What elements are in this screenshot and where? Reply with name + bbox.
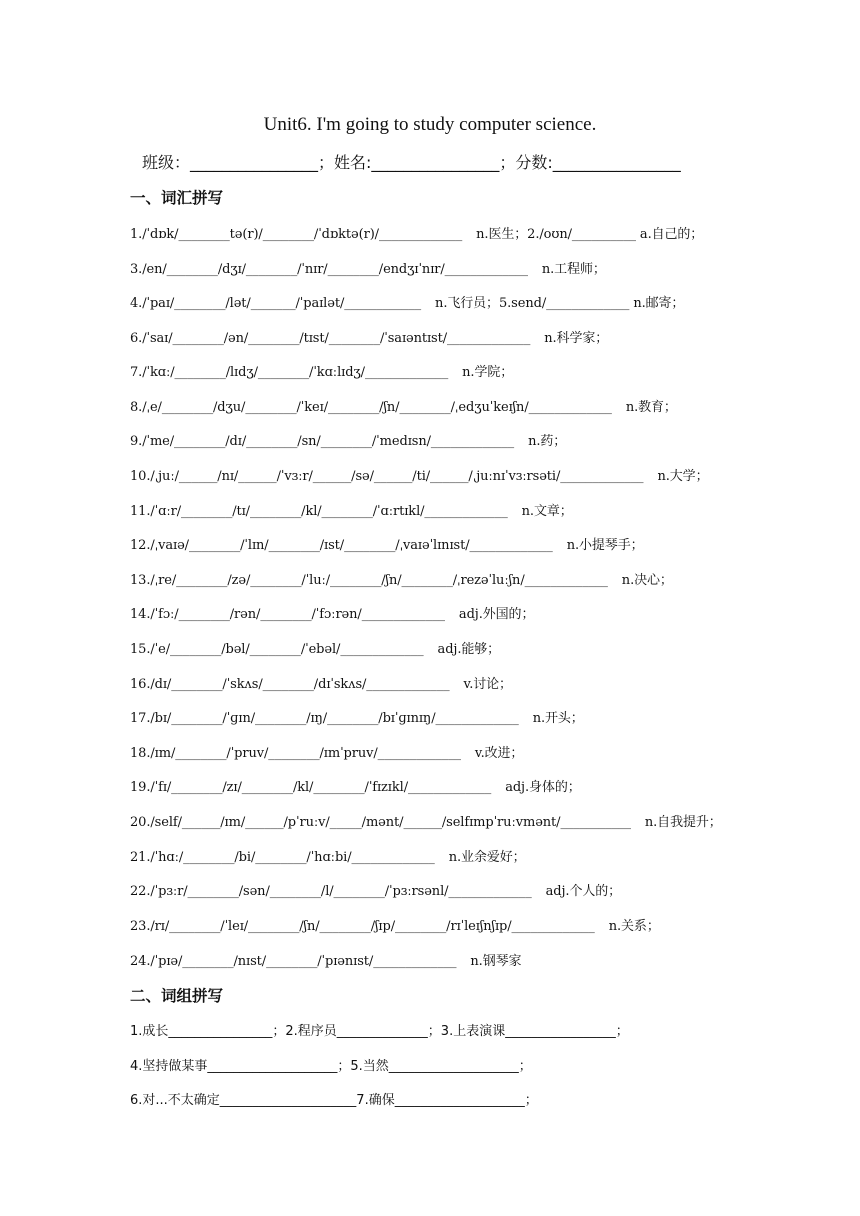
vocab-meaning: n.小提琴手；	[566, 538, 644, 553]
vocab-item	[130, 465, 708, 484]
vocab-item	[130, 846, 526, 865]
vocab-meaning: n.工程师；	[541, 262, 606, 277]
vocab-phonetics: 13./ˌre/________/zə/________/ˈluː/________/ʃn/________/ˌrezəˈluːʃn/_____________	[130, 573, 608, 588]
section-heading-phrases: 二、词组拼写	[130, 987, 224, 1005]
vocab-phonetics: 16./dɪ/________/ˈskʌs/________/dɪˈskʌs/_____________	[130, 677, 450, 692]
vocab-item	[130, 742, 523, 761]
vocab-phonetics: 3./en/________/dʒɪ/________/ˈnɪr/________/endʒɪˈnɪr/_____________	[130, 262, 528, 277]
vocab-phonetics: 18./ɪm/________/ˈpruv/________/ɪmˈpruv/_____________	[130, 746, 461, 761]
vocab-phonetics: 22./ˈpɜːr/________/sən/________/l/________/ˈpɜːrsənl/_____________	[130, 884, 532, 899]
vocab-meaning: n.钢琴家	[470, 954, 522, 969]
vocab-meaning: n.学院；	[462, 365, 514, 380]
vocab-meaning: n.关系；	[608, 919, 660, 934]
vocab-item	[130, 569, 673, 588]
vocab-phonetics: 19./ˈfɪ/________/zɪ/________/kl/________/ˈfɪzɪkl/_____________	[130, 780, 492, 795]
page-title: Unit6. I'm going to study computer science.	[263, 114, 597, 135]
vocab-phonetics: 15./ˈe/________/bəl/________/ˈebəl/_____________	[130, 642, 424, 657]
vocab-meaning: adj.外国的；	[458, 607, 535, 622]
vocab-item	[130, 223, 703, 242]
vocab-meaning: adj.身体的；	[505, 780, 581, 795]
vocab-item	[130, 292, 684, 311]
vocab-meaning: n.文章；	[521, 504, 573, 519]
section-heading-vocab: 一、词汇拼写	[130, 189, 224, 207]
vocab-item	[130, 327, 608, 346]
vocab-item	[130, 880, 621, 899]
vocab-phonetics: 7./ˈkɑː/________/lɪdʒ/________/ˈkɑːlɪdʒ/_____________	[130, 365, 449, 380]
vocab-meaning: n.教育；	[625, 400, 677, 415]
student-info-line: 班级：________________；姓名:________________；分数:________________	[142, 153, 681, 172]
vocab-meaning: n.开头；	[532, 711, 584, 726]
vocab-phonetics: 21./ˈhɑː/________/bi/________/ˈhɑːbi/_____________	[130, 850, 435, 865]
vocab-meaning: n.大学；	[657, 469, 709, 484]
vocab-meaning: adj.个人的；	[545, 884, 622, 899]
vocab-meaning: v.讨论；	[463, 677, 512, 692]
vocab-item	[130, 638, 500, 657]
vocab-item	[130, 950, 521, 969]
phrase-line: 6.对...不太确定_____________________7.确保____________________；	[130, 1093, 538, 1108]
vocab-item	[130, 707, 584, 726]
vocab-phonetics: 24./ˈpɪə/________/nɪst/________/ˈpɪənɪst/_____________	[130, 954, 457, 969]
vocab-phonetics: 6./ˈsaɪ/________/ən/________/tɪst/________/ˈsaɪəntɪst/_____________	[130, 331, 531, 346]
vocab-phonetics: 23./rɪ/________/ˈleɪ/________/ʃn/________/ʃɪp/________/rɪˈleɪʃnʃɪp/_____________	[130, 919, 595, 934]
vocab-item	[130, 258, 606, 277]
vocab-meaning: n.科学家；	[544, 331, 609, 346]
phrase-line: 4.坚持做某事____________________；5.当然____________________；	[130, 1059, 532, 1074]
vocab-meaning: n.飞行员；5.send/_____________ n.邮寄；	[435, 296, 685, 311]
vocab-item	[130, 811, 722, 830]
vocab-item	[130, 534, 644, 553]
vocab-phonetics: 4./ˈpaɪ/________/lət/_______/ˈpaɪlət/____________	[130, 296, 422, 311]
vocab-phonetics: 14./ˈfɔː/________/rən/________/ˈfɔːrən/_____________	[130, 607, 445, 622]
vocab-meaning: n.自我提升；	[644, 815, 722, 830]
vocab-phonetics: 12./ˌvaɪə/________/ˈlɪn/________/ɪst/________/ˌvaɪəˈlɪnɪst/_____________	[130, 538, 553, 553]
vocab-item	[130, 361, 513, 380]
vocab-meaning: n.医生；2./oʊn/__________ a.自己的；	[476, 227, 704, 242]
vocab-meaning: n.决心；	[621, 573, 673, 588]
vocab-item	[130, 500, 573, 519]
vocab-phonetics: 20./self/______/ɪm/______/pˈruːv/_____/mənt/______/selfɪmpˈruːvmənt/___________	[130, 815, 631, 830]
phrase-line: 1.成长________________；2.程序员______________；3.上表演课_________________；	[130, 1024, 629, 1039]
vocab-meaning: n.业余爱好；	[448, 850, 526, 865]
vocab-item	[130, 915, 660, 934]
vocab-phonetics: 11./ˈɑːr/________/tɪ/________/kl/________/ˈɑːrtɪkl/_____________	[130, 504, 508, 519]
vocab-phonetics: 17./bɪ/________/ˈɡɪn/________/ɪŋ/________/bɪˈɡɪnɪŋ/_____________	[130, 711, 519, 726]
vocab-phonetics: 8./ˌe/________/dʒu/________/ˈkeɪ/________/ʃn/________/ˌedʒuˈkeɪʃn/_____________	[130, 400, 612, 415]
vocab-item	[130, 396, 677, 415]
vocab-phonetics: 9./ˈme/________/dɪ/________/sn/________/ˈmedɪsn/_____________	[130, 434, 515, 449]
vocab-item	[130, 430, 566, 449]
vocab-item	[130, 776, 581, 795]
vocab-item	[130, 603, 534, 622]
vocab-meaning: adj.能够；	[437, 642, 501, 657]
vocab-meaning: v.改进；	[474, 746, 524, 761]
vocab-phonetics: 10./ˌjuː/______/nɪ/______/ˈvɜːr/______/sə/______/ti/______/ˌjuːnɪˈvɜːrsəti/_____________	[130, 469, 644, 484]
vocab-item	[130, 673, 512, 692]
vocab-meaning: n.药；	[528, 434, 567, 449]
vocab-phonetics: 1./ˈdɒk/________tə(r)/________/ˈdɒktə(r)/_____________	[130, 227, 463, 242]
